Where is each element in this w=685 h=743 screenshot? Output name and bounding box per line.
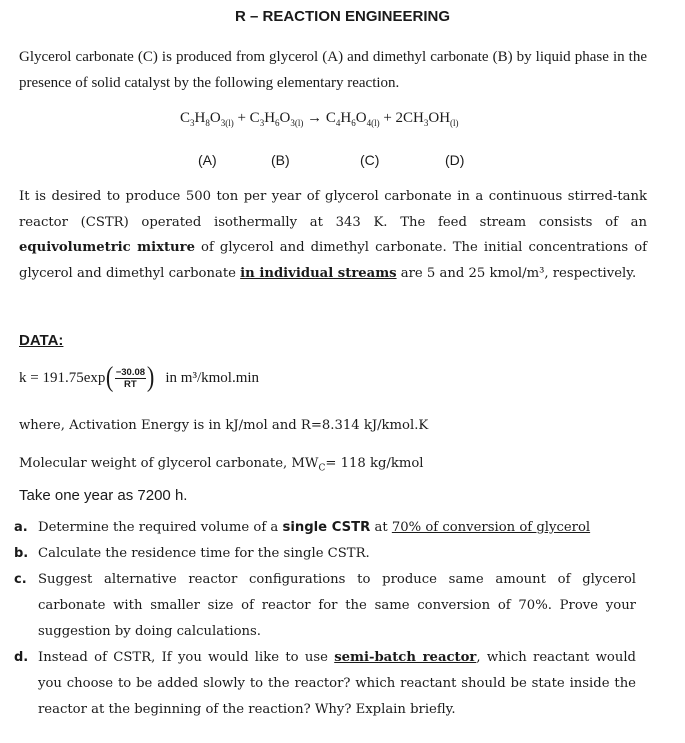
eq-part: H bbox=[340, 110, 352, 126]
left-paren: ( bbox=[106, 362, 114, 393]
activation-energy-note: where, Activation Energy is in kJ/mol and R=8.314 kJ/kmol.K bbox=[19, 418, 429, 433]
eq-part: H bbox=[194, 110, 206, 126]
question-c: Suggest alternative reactor configurations to produce same amount of glycerol carbonate with smaller size of reactor for the same conversion of 70%. Prove your suggestion by doing calculations. bbox=[38, 572, 636, 639]
reaction-equation bbox=[180, 110, 459, 128]
eq-part: O bbox=[209, 110, 221, 126]
data-heading: DATA: bbox=[19, 332, 64, 349]
rate-prefix: k = 191.75exp bbox=[19, 369, 106, 386]
question-text: Instead of CSTR, If you would like to use bbox=[38, 650, 335, 665]
mw-text: Molecular weight of glycerol carbonate, MW bbox=[19, 456, 319, 471]
eq-sub: 6 bbox=[351, 118, 356, 128]
question-a-letter: a. bbox=[14, 520, 28, 535]
eq-plus: + bbox=[233, 110, 250, 126]
year-note: Take one year as 7200 h. bbox=[19, 487, 188, 504]
eq-part: OH bbox=[428, 110, 451, 126]
molecular-weight bbox=[19, 456, 424, 474]
eq-sub: 3 bbox=[190, 118, 195, 128]
description-paragraph bbox=[19, 184, 647, 286]
right-paren: ) bbox=[146, 362, 155, 393]
desc-bold: equivolumetric mixture bbox=[19, 240, 195, 255]
rate-units: in m³/kmol.min bbox=[165, 369, 260, 386]
question-bold-underline: semi-batch reactor bbox=[334, 650, 477, 665]
mw-value: = 118 kg/kmol bbox=[325, 456, 424, 471]
fraction-denominator: RT bbox=[124, 378, 137, 390]
label-d: (D) bbox=[445, 152, 465, 168]
eq-sub: 8 bbox=[205, 118, 210, 128]
fraction-numerator: −30.08 bbox=[115, 366, 146, 378]
label-b: (B) bbox=[271, 152, 290, 168]
question-b: Calculate the residence time for the single CSTR. bbox=[38, 546, 370, 561]
eq-arrow: → bbox=[303, 110, 326, 126]
eq-part: C bbox=[325, 110, 336, 126]
question-b-letter: b. bbox=[14, 546, 29, 561]
eq-part: H bbox=[264, 110, 276, 126]
eq-part: O bbox=[355, 110, 367, 126]
desc-text: It is desired to produce 500 ton per year of glycerol carbonate in a continuous stirred-tank reactor (CSTR) operated isothermally at 343 K. The feed stream consists of an bbox=[19, 189, 647, 230]
question-a bbox=[38, 515, 636, 541]
question-underline: 70% of conversion of glycerol bbox=[391, 520, 591, 535]
eq-sub: 3 bbox=[423, 118, 429, 128]
question-bold: single CSTR bbox=[282, 520, 371, 535]
intro-paragraph: Glycerol carbonate (C) is produced from glycerol (A) and dimethyl carbonate (B) by liquid phase in the presence of solid catalyst by the following elementary reaction. bbox=[19, 49, 647, 91]
eq-sub: 4(l) bbox=[366, 118, 380, 128]
exponent-fraction bbox=[115, 367, 146, 390]
question-d-letter: d. bbox=[14, 650, 29, 665]
eq-sub: 3(l) bbox=[220, 118, 234, 128]
question-d bbox=[38, 645, 636, 723]
desc-text: are 5 and 25 kmol/m³, respectively. bbox=[396, 265, 637, 281]
eq-sub: 3 bbox=[259, 118, 265, 128]
eq-plus: + 2CH bbox=[379, 110, 424, 126]
eq-part: C bbox=[180, 110, 191, 126]
question-text: at bbox=[370, 520, 392, 535]
eq-sub: 6 bbox=[275, 118, 280, 128]
eq-part: C bbox=[249, 110, 260, 126]
eq-sub: 3(l) bbox=[290, 118, 304, 128]
page-title: R – REACTION ENGINEERING bbox=[234, 8, 451, 25]
eq-sub: 4 bbox=[335, 118, 341, 128]
rate-constant bbox=[19, 364, 259, 392]
question-text: Determine the required volume of a bbox=[38, 520, 283, 535]
label-c: (C) bbox=[360, 152, 380, 168]
eq-sub: (l) bbox=[450, 118, 459, 128]
question-c-letter: c. bbox=[14, 572, 27, 587]
eq-part: O bbox=[279, 110, 291, 126]
desc-bold-underline: in individual streams bbox=[240, 265, 397, 281]
mw-subscript: C bbox=[318, 463, 326, 474]
question-text: , which reactant would you choose to be added slowly to the reactor? which reactant should be state inside the reactor at the beginning of the reaction? Why? Explain briefly. bbox=[38, 650, 636, 717]
label-a: (A) bbox=[198, 152, 217, 168]
desc-text: of glycerol and dimethyl carbonate. The initial concentrations of glycerol and dimethyl carbonate bbox=[19, 240, 648, 281]
